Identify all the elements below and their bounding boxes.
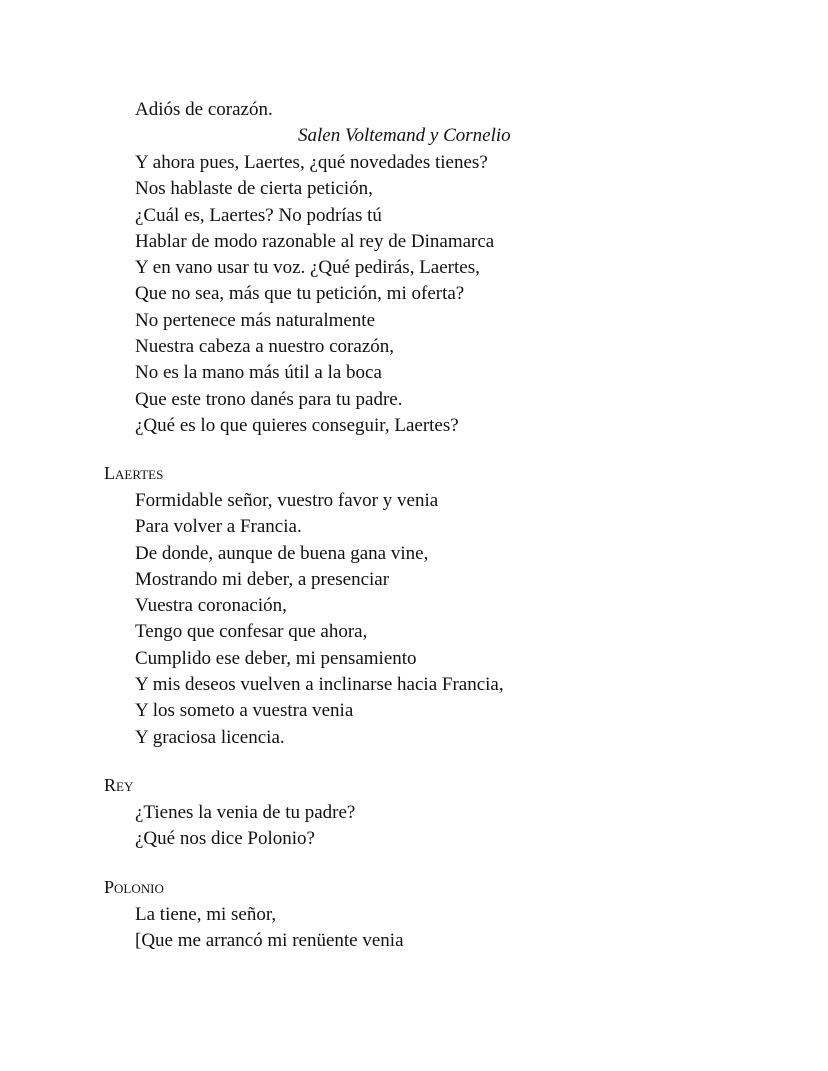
verse-line: Adiós de corazón. <box>135 99 273 120</box>
verse-block <box>135 150 494 439</box>
verse-line: Vuestra coronación, <box>135 595 287 617</box>
verse-line: Y los someto a vuestra venia <box>135 700 354 722</box>
verse-line: Hablar de modo razonable al rey de Dinamarca <box>135 230 495 252</box>
speaker-name: Laertes <box>104 463 164 483</box>
speaker-name: Rey <box>104 775 134 795</box>
verse-line: Cumplido ese deber, mi pensamiento <box>135 647 417 669</box>
verse-line: Nuestra cabeza a nuestro corazón, <box>135 336 394 358</box>
verse-line: Que no sea, más que tu petición, mi oferta? <box>135 283 465 305</box>
verse-line: Y mis deseos vuelven a inclinarse hacia Francia, <box>135 674 504 696</box>
verse-line: ¿Qué es lo que quieres conseguir, Laertes? <box>135 414 459 436</box>
speaker-name: Polonio <box>104 877 164 897</box>
verse-line: ¿Qué nos dice Polonio? <box>135 828 315 850</box>
verse-line: Que este trono danés para tu padre. <box>135 388 403 410</box>
verse-block <box>135 800 355 853</box>
verse-line: No pertenece más naturalmente <box>135 309 376 331</box>
stage-direction: Salen Voltemand y Cornelio <box>298 125 511 146</box>
verse-block <box>135 488 504 751</box>
verse-line: Y en vano usar tu voz. ¿Qué pedirás, Laertes, <box>135 257 480 279</box>
verse-line: ¿Tienes la venia de tu padre? <box>135 802 356 823</box>
verse-line: ¿Cuál es, Laertes? No podrías tú <box>135 204 382 226</box>
verse-line: De donde, aunque de buena gana vine, <box>135 542 429 564</box>
verse-line: Mostrando mi deber, a presenciar <box>135 568 390 590</box>
verse-line: Y graciosa licencia. <box>135 726 285 748</box>
verse-block <box>135 902 404 955</box>
verse-line: Tengo que confesar que ahora, <box>135 621 368 643</box>
verse-line: Para volver a Francia. <box>135 516 302 538</box>
verse-line: [Que me arrancó mi renüente venia <box>135 930 404 952</box>
verse-line: La tiene, mi señor, <box>135 904 277 925</box>
verse-block <box>135 97 273 123</box>
verse-line: Y ahora pues, Laertes, ¿qué novedades tienes? <box>135 152 488 173</box>
verse-line: Formidable señor, vuestro favor y venia <box>135 490 439 511</box>
verse-line: Nos hablaste de cierta petición, <box>135 178 373 200</box>
verse-line: No es la mano más útil a la boca <box>135 362 382 384</box>
